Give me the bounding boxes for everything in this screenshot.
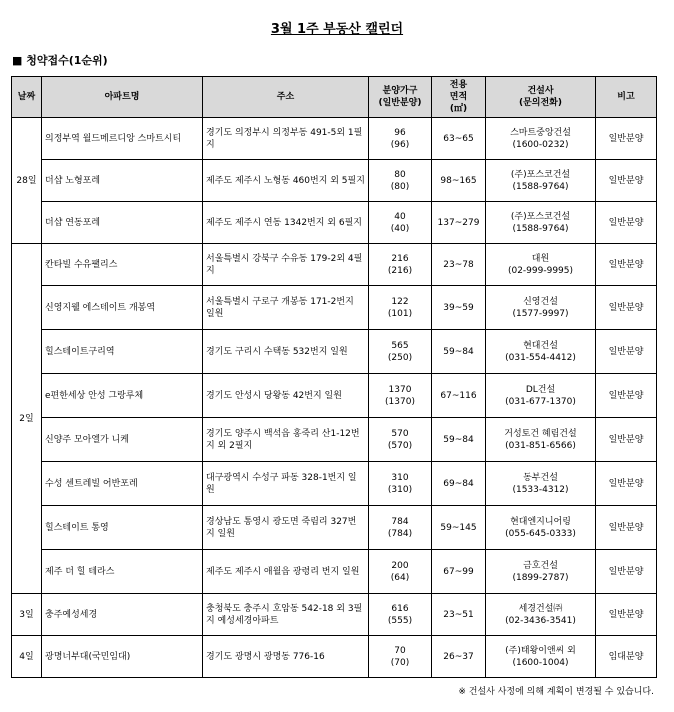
note-cell: 일반분양 <box>596 202 657 244</box>
area-cell: 63~65 <box>432 118 486 160</box>
date-cell: 2일 <box>12 244 42 594</box>
footnote: ※ 건설사 사정에 의해 계획이 변경될 수 있습니다. <box>458 687 654 697</box>
area-cell: 59~84 <box>432 330 486 374</box>
units-cell: 80 (80) <box>369 160 432 202</box>
units-cell: 70 (70) <box>369 636 432 678</box>
header-builder: 건설사 (문의전화) <box>486 77 596 118</box>
address-cell: 경기도 안성시 당왕동 42번지 일원 <box>203 374 369 418</box>
address-cell: 서울특별시 강북구 수유동 179-2외 4필지 <box>203 244 369 286</box>
address-cell: 제주도 제주시 애월읍 광령리 번지 일원 <box>203 550 369 594</box>
date-cell: 28일 <box>12 118 42 244</box>
table-row <box>12 118 657 160</box>
units-cell: 784 (784) <box>369 506 432 550</box>
header-note: 비고 <box>596 77 657 118</box>
table-row <box>12 550 657 594</box>
units-cell: 616 (555) <box>369 594 432 636</box>
builder-cell: 현대엔지니어링 (055-645-0333) <box>486 506 596 550</box>
table-row <box>12 418 657 462</box>
units-cell: 216 (216) <box>369 244 432 286</box>
header-name: 아파트명 <box>42 77 203 118</box>
address-cell: 충청북도 충주시 호암동 542-18 외 3필지 예성세경아파트 <box>203 594 369 636</box>
apartment-name-cell: 의정부역 월드메르디앙 스마트시티 <box>42 118 203 160</box>
area-cell: 67~99 <box>432 550 486 594</box>
note-cell: 일반분양 <box>596 506 657 550</box>
builder-cell: (주)포스코건설 (1588-9764) <box>486 202 596 244</box>
address-cell: 제주도 제주시 연동 1342번지 외 6필지 <box>203 202 369 244</box>
header-row <box>12 77 657 118</box>
apartment-name-cell: 신영지웰 에스테이트 개봉역 <box>42 286 203 330</box>
table-row <box>12 244 657 286</box>
units-cell: 96 (96) <box>369 118 432 160</box>
header-address: 주소 <box>203 77 369 118</box>
units-cell: 310 (310) <box>369 462 432 506</box>
apartment-name-cell: 힐스테이트 통영 <box>42 506 203 550</box>
address-cell: 경상남도 통영시 광도면 죽림리 327번지 일원 <box>203 506 369 550</box>
header-area: 전용 면적 (㎡) <box>432 77 486 118</box>
note-cell: 일반분양 <box>596 118 657 160</box>
note-cell: 일반분양 <box>596 244 657 286</box>
table-row <box>12 506 657 550</box>
note-cell: 임대분양 <box>596 636 657 678</box>
builder-cell: DL건설 (031-677-1370) <box>486 374 596 418</box>
note-cell: 일반분양 <box>596 550 657 594</box>
builder-cell: 거성토건 혜림건설 (031-851-6566) <box>486 418 596 462</box>
table-row <box>12 374 657 418</box>
builder-cell: (주)태왕이앤씨 외 (1600-1004) <box>486 636 596 678</box>
area-cell: 69~84 <box>432 462 486 506</box>
date-cell: 3일 <box>12 594 42 636</box>
address-cell: 대구광역시 수성구 파동 328-1번지 일원 <box>203 462 369 506</box>
table-row <box>12 286 657 330</box>
header-date: 날짜 <box>12 77 42 118</box>
note-cell: 일반분양 <box>596 374 657 418</box>
area-cell: 26~37 <box>432 636 486 678</box>
table-row <box>12 160 657 202</box>
address-cell: 경기도 구리시 수택동 532번지 일원 <box>203 330 369 374</box>
table-row <box>12 462 657 506</box>
apartment-name-cell: 더샵 노형포레 <box>42 160 203 202</box>
note-cell: 일반분양 <box>596 594 657 636</box>
address-cell: 서울특별시 구로구 개봉동 171-2번지 일원 <box>203 286 369 330</box>
apartment-name-cell: 충주예성세경 <box>42 594 203 636</box>
area-cell: 23~78 <box>432 244 486 286</box>
apartment-name-cell: 칸타빌 수유팰리스 <box>42 244 203 286</box>
address-cell: 경기도 양주시 백석읍 홍죽리 산1-12번지 외 2필지 <box>203 418 369 462</box>
address-cell: 제주도 제주시 노형동 460번지 외 5필지 <box>203 160 369 202</box>
apartment-name-cell: 광명너부대(국민임대) <box>42 636 203 678</box>
builder-cell: 대원 (02-999-9995) <box>486 244 596 286</box>
builder-cell: 신영건설 (1577-9997) <box>486 286 596 330</box>
apartment-name-cell: 더샵 연동포레 <box>42 202 203 244</box>
page-title: 3월 1주 부동산 캘린더 <box>270 22 404 37</box>
note-cell: 일반분양 <box>596 160 657 202</box>
table-row <box>12 594 657 636</box>
calendar-table <box>11 76 657 678</box>
units-cell: 122 (101) <box>369 286 432 330</box>
date-cell: 4일 <box>12 636 42 678</box>
apartment-name-cell: 힐스테이트구리역 <box>42 330 203 374</box>
units-cell: 1370 (1370) <box>369 374 432 418</box>
area-cell: 137~279 <box>432 202 486 244</box>
area-cell: 59~84 <box>432 418 486 462</box>
units-cell: 200 (64) <box>369 550 432 594</box>
builder-cell: 금호건설 (1899-2787) <box>486 550 596 594</box>
note-cell: 일반분양 <box>596 330 657 374</box>
units-cell: 40 (40) <box>369 202 432 244</box>
apartment-name-cell: 제주 더 힐 테라스 <box>42 550 203 594</box>
builder-cell: 현대건설 (031-554-4412) <box>486 330 596 374</box>
builder-cell: 스마트중앙건설 (1600-0232) <box>486 118 596 160</box>
address-cell: 경기도 의정부시 의정부동 491-5외 1필지 <box>203 118 369 160</box>
apartment-name-cell: e편한세상 안성 그랑루체 <box>42 374 203 418</box>
area-cell: 39~59 <box>432 286 486 330</box>
table-row <box>12 202 657 244</box>
table-row <box>12 636 657 678</box>
note-cell: 일반분양 <box>596 418 657 462</box>
builder-cell: 동부건설 (1533-4312) <box>486 462 596 506</box>
builder-cell: 세경건설㈜ (02-3436-3541) <box>486 594 596 636</box>
apartment-name-cell: 수성 센트레빌 어반포레 <box>42 462 203 506</box>
section-heading: ■ 청약접수(1순위) <box>12 54 108 67</box>
header-units: 분양가구 (일반분양) <box>369 77 432 118</box>
units-cell: 565 (250) <box>369 330 432 374</box>
units-cell: 570 (570) <box>369 418 432 462</box>
note-cell: 일반분양 <box>596 462 657 506</box>
area-cell: 59~145 <box>432 506 486 550</box>
apartment-name-cell: 신양주 모아엘가 니케 <box>42 418 203 462</box>
note-cell: 일반분양 <box>596 286 657 330</box>
table-row <box>12 330 657 374</box>
builder-cell: (주)포스코건설 (1588-9764) <box>486 160 596 202</box>
area-cell: 98~165 <box>432 160 486 202</box>
area-cell: 23~51 <box>432 594 486 636</box>
area-cell: 67~116 <box>432 374 486 418</box>
address-cell: 경기도 광명시 광명동 776-16 <box>203 636 369 678</box>
